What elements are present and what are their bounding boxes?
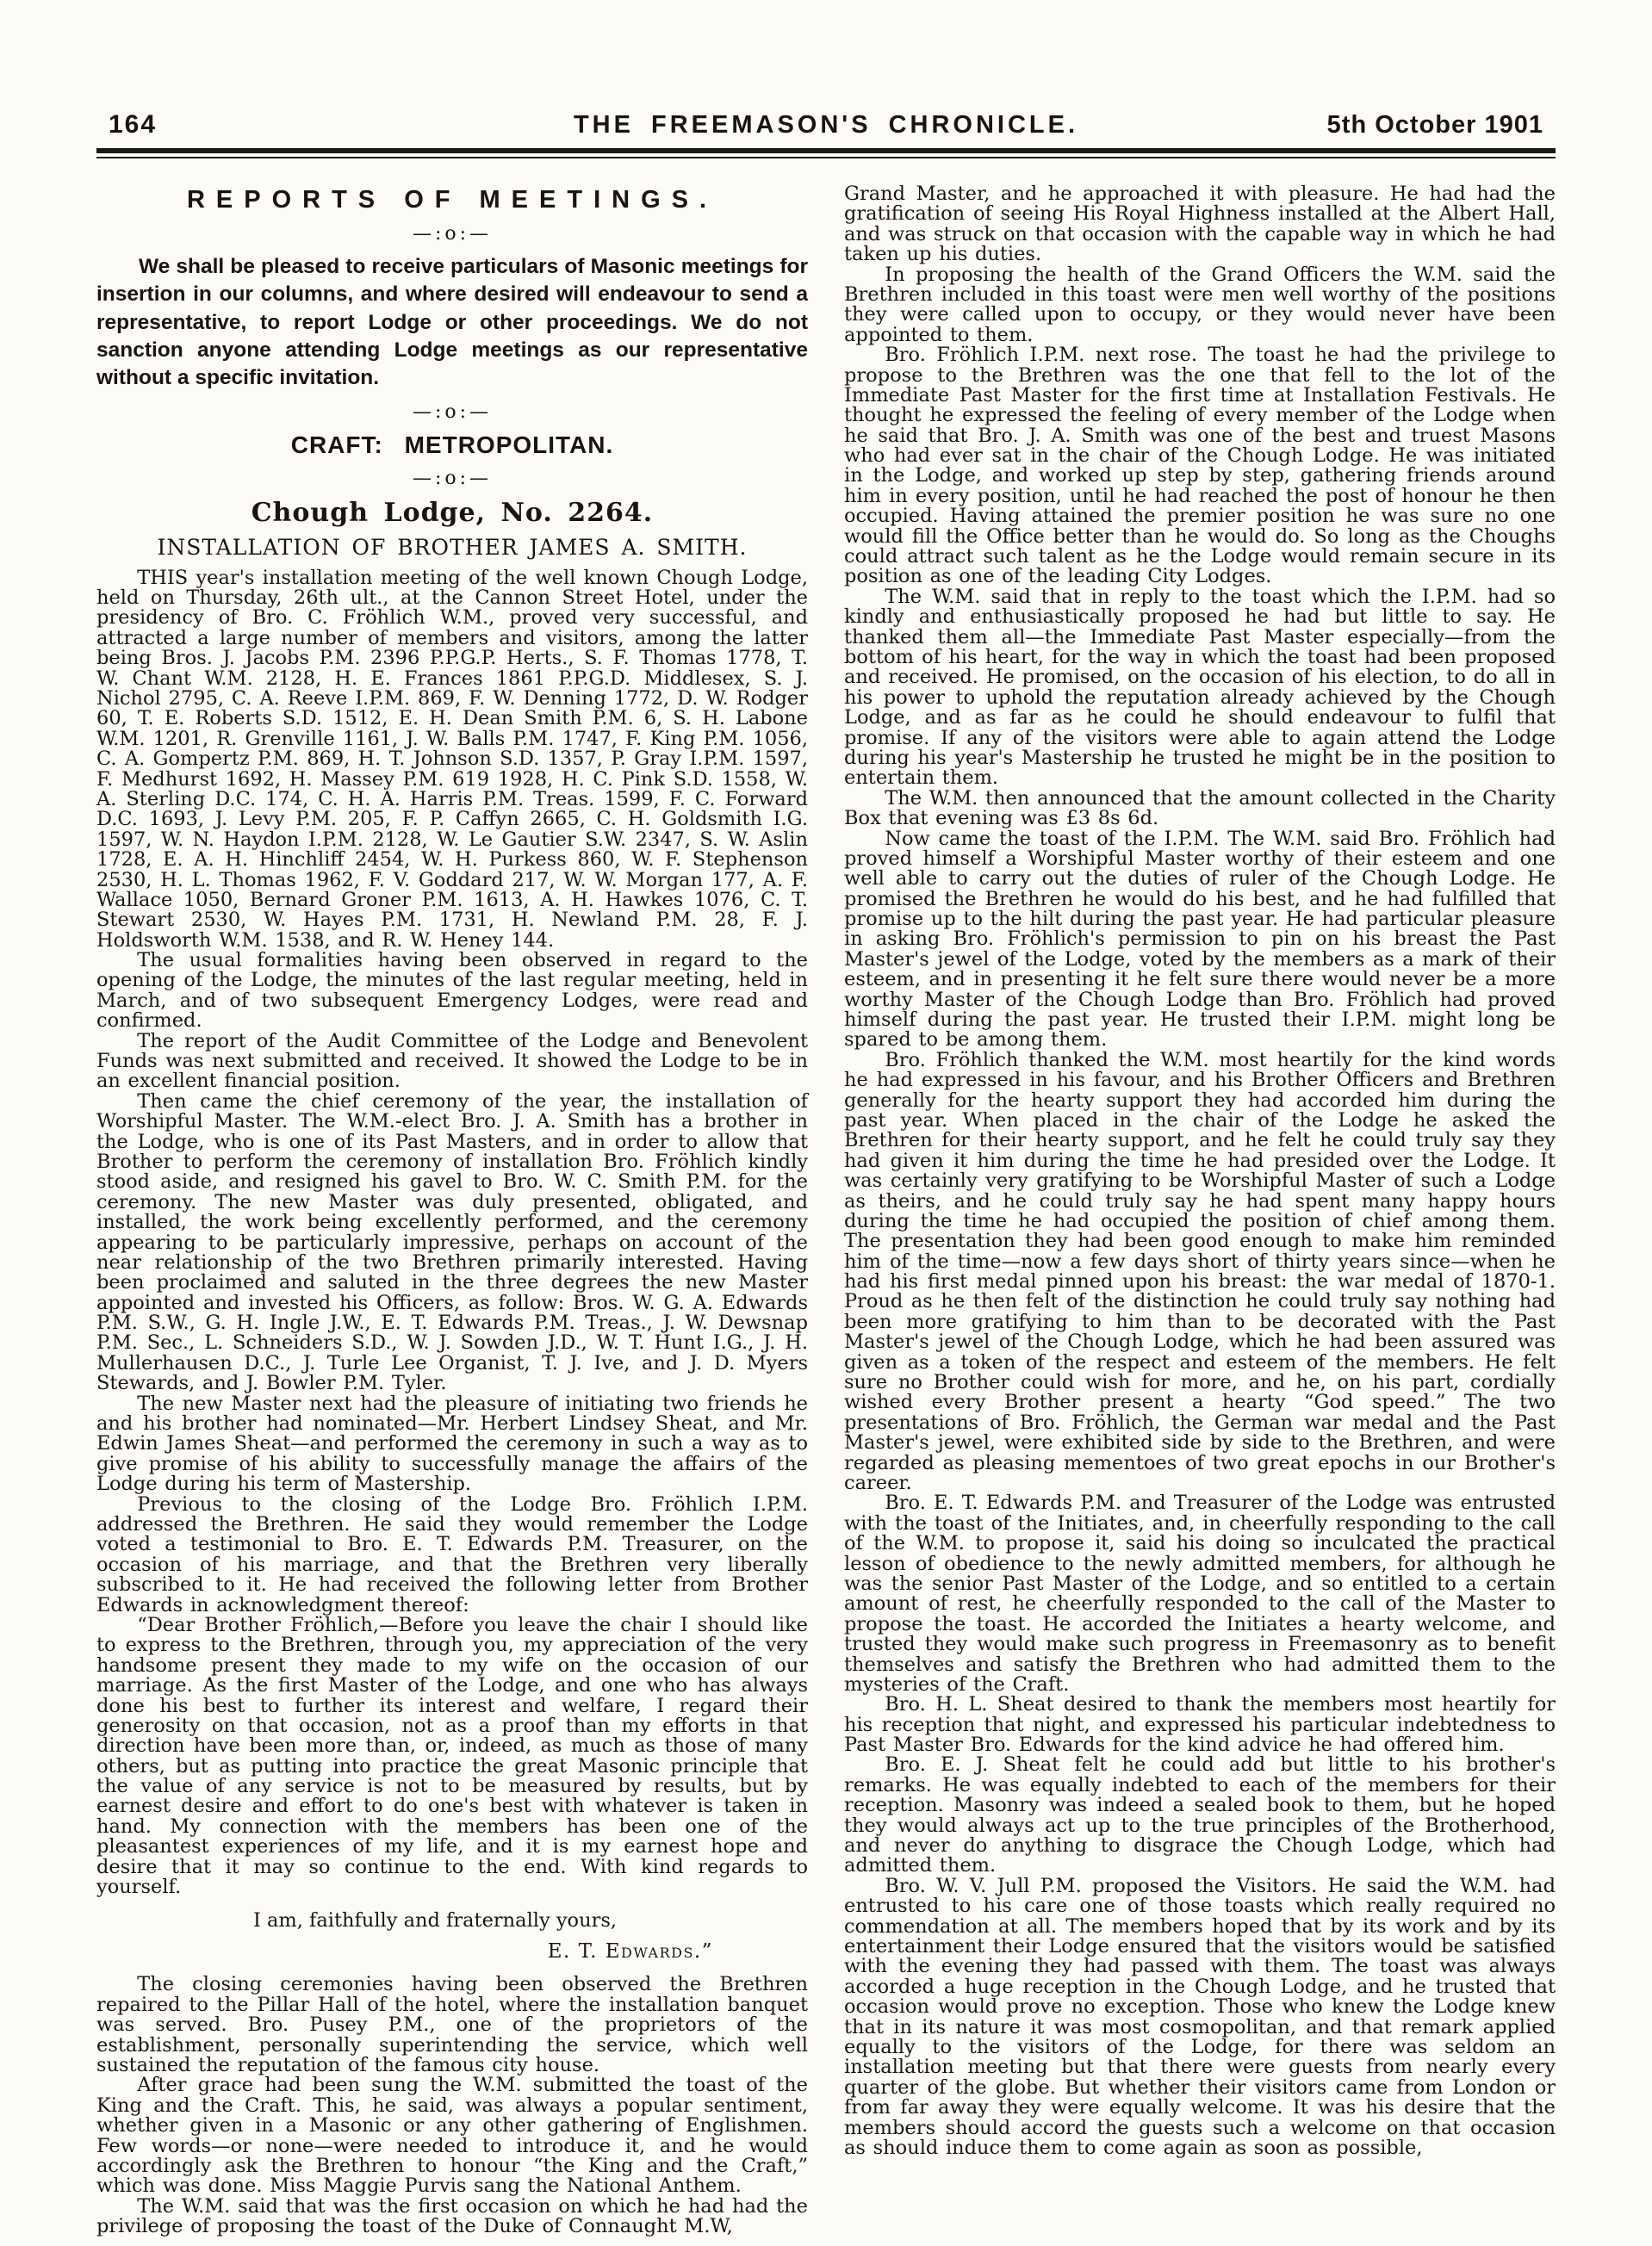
para-visitors-toast: Bro. W. V. Jull P.M. proposed the Visitors. He said the W.M. had entrusted to his care one of those toasts which really required no commendation at all. The members hoped that by its work and by its entertainment their Lodge ensured that the visitors would be satisfied with the evening they had passed with them. The toast was always accorded a huge reception in the Chough Lodge, and he trusted that occasion would prove no exception. Those who knew the Lodge knew that in its nature it was most cosmopolitan, and that remark applied equally to the visitors of the Lodge, for there was seldom an installation meeting but that there were guests from nearly every quarter of the globe. But whether their visitors came from London or from far away they were equally welcome. It was his desire that the members should accord the guests such a welcome on that occasion as should induce them to come again as soon as possible, xyxy=(844,1874,1556,2159)
para-minutes: The usual formalities having been observed in regard to the opening of the Lodge, the minutes of the last regular meeting, held in March, and of two subsequent Emergency Lodges, were read and confirmed. xyxy=(96,949,808,1033)
installation-subheading: INSTALLATION OF BROTHER JAMES A. SMITH. xyxy=(157,534,748,560)
para-audit-report: The report of the Audit Committee of the Lodge and Benevolent Funds was next submitted and received. It showed the Lodge to be in an excellent financial position. xyxy=(96,1029,808,1093)
letter-body: “Dear Brother Fröhlich,—Before you leave the chair I should like to express to the Brethren, through you, my appreciation of the very handsome present they made to my wife on the occasion of our marriage. As the first Master of the Lodge, and one who has always done his best to further its interest and welfare, I regard their generosity on that occasion, not as a proof than my efforts in that direction have been more than, or, indeed, as much as those of many others, but as putting into practice the great Masonic principle that the value of any service is not to be measured by results, but by earnest desire and effort to do one's best with whatever is taken in hand. My connection with the members has been one of the pleasantest experiences of my life, and it is my earnest hope and desire that it may so continue to the end. With kind regards to yourself. xyxy=(96,1613,808,1899)
intro-notice: We shall be pleased to receive particulars of Masonic meetings for insertion in our columns, and where desired will endeavour to send a representative, to report Lodge or other proceedings. We do not sanction anyone attending Lodge meetings as our representative without a specific invitation. xyxy=(96,255,808,390)
para-duke-of-connaught-toast: The W.M. said that was the first occasion on which he had had the privilege of proposing the toast of the Duke of Connaught M.W, xyxy=(96,2194,808,2238)
letter-closing: I am, faithfully and fraternally yours, xyxy=(252,1909,618,1933)
para-king-and-craft-toast: After grace had been sung the W.M. submitted the toast of the King and the Craft. This, he said, was always a popular sentiment, whether given in a Masonic or any other gathering of Englishmen. Few words—or none—were needed to introduce it, and he would accordingly ask the Brethren to honour “the King and the Craft,” which was done. Miss Maggie Purvis sang the National Anthem. xyxy=(96,2074,808,2198)
journal-title: THE FREEMASON'S CHRONICLE. xyxy=(573,111,1079,139)
columns xyxy=(96,184,1556,2237)
separator: —:o:— xyxy=(412,223,493,245)
para-installation-ceremony: Then came the chief ceremony of the year, the installation of Worshipful Master. The W.M.-elect Bro. J. A. Smith has a brother in the Lodge, who is one of its Past Masters, and in order to allow that Brother to perform the ceremony of installation Bro. Fröhlich kindly stood aside, and resigned his gavel to Bro. W. C. Smith P.M. for the ceremony. The new Master was duly presented, obligated, and installed, the work being excellently performed, and the ceremony appearing to be particularly impressive, perhaps on account of the near relationship of the two Brethren primarily interested. Having been proclaimed and saluted in the three degrees the new Master appointed and invested his Officers, as follow: Bros. W. G. A. Edwards P.M. S.W., G. H. Ingle J.W., E. T. Edwards P.M. Treas., J. W. Dewsnap P.M. Sec., L. Schneiders S.D., W. J. Sowden J.D., W. T. Hunt I.G., J. H. Mullerhausen D.C., J. Turle Lee Organist, T. J. Ive, and J. D. Myers Stewards, and J. Bowler P.M. Tyler. xyxy=(96,1089,808,1395)
para-grand-master-continuation: Grand Master, and he approached it with pleasure. He had had the gratification of seeing His Royal Highness installed at the Albert Hall, and was struck on that occasion with the capable way in which he had taken up his duties. xyxy=(844,183,1556,266)
para-charity-box: The W.M. then announced that the amount collected in the Charity Box that evening was £3 8s 6d. xyxy=(844,786,1556,830)
para-ipm-rose: Bro. Fröhlich I.P.M. next rose. The toast he had the privilege to propose to the Brethren was the one that fell to the lot of the Immediate Past Master for the first time at Installation Festivals. He thought he expressed the feeling of every member of the Lodge when he said that Bro. J. A. Smith was one of the best and truest Masons who had ever sat in the chair of the Chough Lodge. He was initiated in the Lodge, and worked up step by step, gathering friends around him in every position, until he had reached the post of honour he then occupied. Having attained the premier position he was sure no one would fill the Office better than he would do. So long as the Choughs could attract such talent as he the Lodge would remain secure in its position as one of the leading City Lodges. xyxy=(844,344,1556,588)
separator: —:o:— xyxy=(412,400,493,423)
para-banquet: The closing ceremonies having been observed the Brethren repaired to the Pillar Hall of the hotel, where the installation banquet was served. Bro. Pusey P.M., one of the proprietors of the establishment, personally superintending the service, which well sustained the reputation of the famous city house. xyxy=(96,1973,808,2076)
para-initiates-toast: Bro. E. T. Edwards P.M. and Treasurer of the Lodge was entrusted with the toast of the Initiates, and, in cheerfully responding to the call of the W.M. to propose it, said his doing so inculcated the practical lesson of obedience to the newly admitted members, for although he was the senior Past Master of the Lodge, and so entitled to a certain amount of rest, he cheerfully responded to the call of the Master to propose the toast. He accorded the Initiates a hearty welcome, and trusted they would make such progress in Freemasonry as to benefit themselves and satisfy the Brethren who had admitted them to the mysteries of the Craft. xyxy=(844,1492,1556,1696)
section-heading-craft: CRAFT: METROPOLITAN. xyxy=(290,431,614,458)
section-heading-reports: REPORTS OF MEETINGS. xyxy=(186,186,718,214)
masthead xyxy=(96,110,1556,148)
right-column xyxy=(844,184,1556,2237)
para-ipm-toast: Now came the toast of the I.P.M. The W.M. said Bro. Fröhlich had proved himself a Worshipful Master worthy of their esteem and one well able to carry out the duties of ruler of the Chough Lodge. He promised the Brethren he would do his best, and he had fulfilled that promise up to the hilt during the past year. He had particular pleasure in asking Bro. Fröhlich's permission to pin on his breast the Past Master's jewel of the Lodge, voted by the members as a mark of their esteem, and in presenting it he felt sure there would never be a more worthy Master of the Chough Lodge than Bro. Fröhlich had proved himself during the past year. He trusted their I.P.M. might long be spared to be among them. xyxy=(844,827,1556,1052)
para-testimonial: Previous to the closing of the Lodge Bro. Fröhlich I.P.M. addressed the Brethren. He said they would remember the Lodge voted a testimonial to Bro. E. T. Edwards P.M. Treasurer, on the occasion of his marriage, and that the Brethren very liberally subscribed to it. He had received the following letter from Brother Edwards in acknowledgment thereof: xyxy=(96,1492,808,1616)
lodge-heading: Chough Lodge, No. 2264. xyxy=(251,497,654,528)
para-froehlich-thanks: Bro. Fröhlich thanked the W.M. most heartily for the kind words he had expressed in his favour, and his Brother Officers and Brethren generally for the hearty support they had accorded him during the past year. When placed in the chair of the Lodge he asked the Brethren for their hearty support, and he felt he could truly say they had given it him during the time he had presided over the Lodge. It was certainly very gratifying to be Worshipful Master of such a Lodge as theirs, and he could truly say he had spent many happy hours during the time he had occupied the position of chief among them. The presentation they had been good enough to make him reminded him of the time—now a few days short of thirty years since—when he had his first medal pinned upon his breast: the war medal of 1870-1. Proud as he then felt of the distinction he could truly say nothing had been more gratifying to him than to be decorated with the Past Master's jewel of the Chough Lodge, which he had been assured was given as a token of the respect and esteem of the members. He felt sure no Brother could wish for more, and he, on his part, cordially wished every Brother present a hearty “God speed.” The two presentations of Bro. Fröhlich, the German war medal and the Past Master's jewel, were exhibited side by side to the Brethren, and were regarded as pleasing mementoes of two great epochs in our Brother's career. xyxy=(844,1048,1556,1494)
para-attendees: THIS year's installation meeting of the well known Chough Lodge, held on Thursday, 26th ult., at the Cannon Street Hotel, under the presidency of Bro. C. Fröhlich W.M., proved very successful, and attracted a large number of members and visitors, among the latter being Bros. J. Jacobs P.M. 2396 P.P.G.P. Herts., S. F. Thomas 1778, T. W. Chant W.M. 2128, H. E. Frances 1861 P.P.G.D. Middlesex, S. J. Nichol 2795, C. A. Reeve I.P.M. 869, F. W. Denning 1772, D. W. Rodger 60, T. E. Roberts S.D. 1512, E. H. Dean Smith P.M. 6, S. H. Labone W.M. 1201, R. Grenville 1161, J. W. Balls P.M. 1747, F. King P.M. 1056, C. A. Gompertz P.M. 869, H. T. Johnson S.D. 1357, P. Gray I.P.M. 1597, F. Medhurst 1692, H. Massey P.M. 619 1928, H. C. Pink S.D. 1558, W. A. Sterling D.C. 174, C. H. A. Harris P.M. Treas. 1599, F. C. Forward D.C. 1693, J. Levy P.M. 205, F. P. Caffyn 2665, C. H. Goldsmith I.G. 1597, W. N. Haydon I.P.M. 2128, W. Le Gautier S.W. 2347, S. W. Aslin 1728, E. A. H. Hinchliff 2454, W. H. Purkess 860, W. F. Stephenson 2530, H. L. Thomas 1962, F. V. Goddard 217, W. W. Morgan 177, A. F. Wallace 1050, Bernard Groner P.M. 1613, A. H. Hawkes 1076, C. T. Stewart 2530, W. Hayes P.M. 1731, H. Newland P.M. 28, F. J. Holdsworth W.M. 1538, and R. W. Heney 144. xyxy=(96,566,808,952)
header-rule xyxy=(96,148,1556,158)
para-grand-officers: In proposing the health of the Grand Officers the W.M. said the Brethren included in this toast were men well worthy of the positions they were called upon to occupy, or they would never have been appointed to them. xyxy=(844,263,1556,346)
letter-signature: E. T. Edwards.” xyxy=(547,1940,713,1964)
para-wm-reply: The W.M. said that in reply to the toast which the I.P.M. had so kindly and enthusiastically proposed he had but little to say. He thanked them all—the Immediate Past Master especially—from the bottom of his heart, for the way in which the toast had been proposed and received. He promised, on the occasion of his election, to do all in his power to uphold the reputation already achieved by the Chough Lodge, and as far as he could he should endeavour to fulfil that promise. If any of the visitors were able to again attend the Lodge during his year's Mastership he trusted he might be in the position to entertain them. xyxy=(844,585,1556,790)
para-initiations: The new Master next had the pleasure of initiating two friends he and his brother had nominated—Mr. Herbert Lindsey Sheat, and Mr. Edwin James Sheat—and performed the ceremony in such a way as to give promise of his ability to successfully manage the affairs of the Lodge during his term of Mastership. xyxy=(96,1392,808,1496)
separator: —:o:— xyxy=(412,467,493,489)
para-hl-sheat: Bro. H. L. Sheat desired to thank the members most heartily for his reception that night, and expressed his particular indebtedness to Past Master Bro. Edwards for the kind advice he had offered him. xyxy=(844,1693,1556,1757)
page-number: 164 xyxy=(109,110,158,139)
left-column xyxy=(96,184,808,2237)
issue-date: 5th October 1901 xyxy=(1326,111,1543,139)
para-ej-sheat: Bro. E. J. Sheat felt he could add but little to his brother's remarks. He was equally indebted to each of the members for their reception. Masonry was indeed a sealed book to them, but he hoped they would always act up to the true principles of the Brotherhood, and never do anything to disgrace the Chough Lodge, which had admitted them. xyxy=(844,1753,1556,1877)
